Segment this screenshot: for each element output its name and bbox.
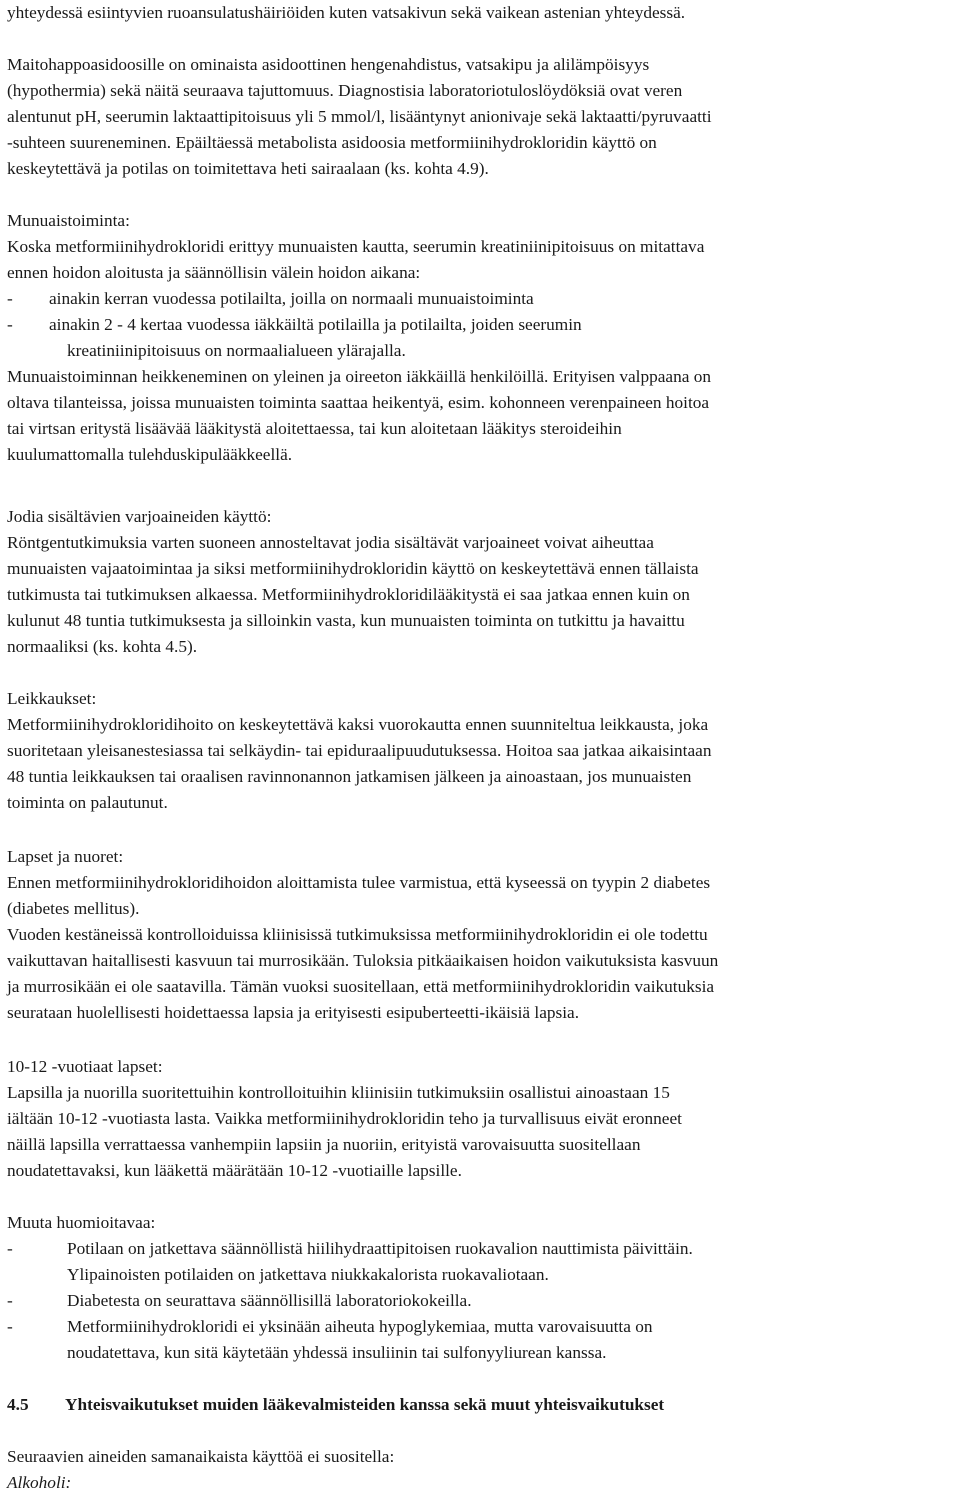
- text-line: oltava tilanteissa, joissa munuaisten toiminta saattaa heikentyä, esim. kohonneen verenpaineen hoitoa: [7, 393, 710, 412]
- text-line: keskeytettävä ja potilas on toimitettava heti sairaalaan (ks. kohta 4.9).: [7, 159, 489, 178]
- text-line: Maitohappoasidoosille on ominaista asidoottinen hengenahdistus, vatsakipu ja alilämpöisyys: [7, 55, 650, 74]
- text-line: Lapsilla ja nuorilla suoritettuihin kontrolloituihin kliinisiin tutkimuksiin osallistui ainoastaan 15: [7, 1083, 670, 1102]
- text-line: Vuoden kestäneissä kontrolloiduissa kliinisissä tutkimuksissa metformiinihydrokloridin ei ole todettu: [7, 925, 708, 944]
- text-line: -suhteen suureneminen. Epäiltäessä metabolista asidoosia metformiinihydrokloridin käyttö on: [7, 133, 657, 152]
- list-bullet: -: [7, 289, 13, 308]
- list-bullet: -: [7, 1317, 13, 1336]
- text-line: vaikuttavan haitallisesti kasvuun tai murrosikään. Tuloksia pitkäaikaisen hoidon vaikutuksista kasvuun: [7, 951, 719, 970]
- text-line: Munuaistoiminnan heikkeneminen on yleinen ja oireeton iäkkäillä henkilöillä. Erityisen valppaana on: [7, 367, 712, 386]
- text-line: (hypothermia) sekä näitä seuraava tajuttomuus. Diagnostisia laboratoriotuloslöydöksiä ovat veren: [7, 81, 683, 100]
- list-item-continuation: kreatiniinipitoisuus on normaalialueen ylärajalla.: [67, 341, 406, 360]
- text-line: näillä lapsilla verrattaessa vanhempiin lapsiin ja nuoriin, erityistä varovaisuutta suositellaan: [7, 1135, 641, 1154]
- subsection-title: Munuaistoiminta:: [7, 211, 130, 230]
- subsection-title: Jodia sisältävien varjoaineiden käyttö:: [7, 507, 272, 526]
- text-line: Seuraavien aineiden samanaikaista käyttöä ei suositella:: [7, 1447, 395, 1466]
- section-heading: [7, 1394, 664, 1416]
- section-title: Yhteisvaikutukset muiden lääkevalmisteiden kanssa sekä muut yhteisvaikutukset: [65, 1395, 665, 1414]
- text-line: iältään 10-12 -vuotiasta lasta. Vaikka metformiinihydrokloridin teho ja turvallisuus eivät eronneet: [7, 1109, 682, 1128]
- subsection-title: Alkoholi:: [7, 1473, 72, 1492]
- text-line: kulunut 48 tuntia tutkimuksesta ja silloinkin vasta, kun munuaisten toiminta on tutkittu ja havaittu: [7, 611, 685, 630]
- text-line: kuulumattomalla tulehduskipulääkkeellä.: [7, 445, 293, 464]
- text-line: Röntgentutkimuksia varten suoneen annosteltavat jodia sisältävät varjoaineet voivat aiheuttaa: [7, 533, 654, 552]
- text-line: (diabetes mellitus).: [7, 899, 140, 918]
- subsection-title: Muuta huomioitavaa:: [7, 1213, 156, 1232]
- text-line: ja murrosikään ei ole saatavilla. Tämän vuoksi suositellaan, että metformiinihydrokloridin vaikutuksia: [7, 977, 715, 996]
- list-bullet: -: [7, 1291, 13, 1310]
- text-line: alentunut pH, seerumin laktaattipitoisuus yli 5 mmol/l, lisääntynyt anionivaje sekä laktaatti/pyruvaatti: [7, 107, 712, 126]
- list-item: ainakin 2 - 4 kertaa vuodessa iäkkäiltä potilailla ja potilailta, joiden seerumin: [49, 315, 582, 334]
- text-line: normaaliksi (ks. kohta 4.5).: [7, 637, 198, 656]
- list-item-continuation: noudatettava, kun sitä käytetään yhdessä insuliinin tai sulfonyyliurean kanssa.: [67, 1343, 607, 1362]
- text-line: noudatettavaksi, kun lääkettä määrätään 10-12 -vuotiaille lapsille.: [7, 1161, 462, 1180]
- text-line: ennen hoidon aloitusta ja säännöllisin välein hoidon aikana:: [7, 263, 421, 282]
- list-item: Potilaan on jatkettava säännöllistä hiilihydraattipitoisen ruokavalion nauttimista päivittäin.: [67, 1239, 693, 1258]
- text-line: suoritetaan yleisanestesiassa tai selkäydin- tai epiduraalipuudutuksessa. Hoitoa saa jatkaa aikaisintaan: [7, 741, 712, 760]
- text-line: Ennen metformiinihydrokloridihoidon aloittamista tulee varmistua, että kyseessä on tyypin 2 diabetes: [7, 873, 711, 892]
- list-item-continuation: Ylipainoisten potilaiden on jatkettava niukkakalorista ruokavaliotaan.: [67, 1265, 549, 1284]
- text-line: 48 tuntia leikkauksen tai oraalisen ravinnonannon jatkamisen jälkeen ja ainoastaan, jos munuaisten: [7, 767, 692, 786]
- text-line: tutkimusta tai tutkimuksen alkaessa. Metformiinihydrokloridilääkitystä ei saa jatkaa ennen kuin on: [7, 585, 690, 604]
- text-line: Koska metformiinihydrokloridi erittyy munuaisten kautta, seerumin kreatiniinipitoisuus on mitattava: [7, 237, 705, 256]
- subsection-title: Leikkaukset:: [7, 689, 97, 708]
- text-line: munuaisten vajaatoimintaa ja siksi metformiinihydrokloridin käyttö on keskeytettävä ennen tällaista: [7, 559, 699, 578]
- text-line: Metformiinihydrokloridihoito on keskeytettävä kaksi vuorokautta ennen suunniteltua leikkausta, joka: [7, 715, 709, 734]
- text-line: toiminta on palautunut.: [7, 793, 168, 812]
- subsection-title: 10-12 -vuotiaat lapset:: [7, 1057, 163, 1076]
- list-item: Metformiinihydrokloridi ei yksinään aiheuta hypoglykemiaa, mutta varovaisuutta on: [67, 1317, 653, 1336]
- text-line: seurataan huolellisesti hoidettaessa lapsia ja erityisesti esipuberteetti-ikäisiä lapsia.: [7, 1003, 580, 1022]
- list-bullet: -: [7, 315, 13, 334]
- list-item: Diabetesta on seurattava säännöllisillä laboratoriokokeilla.: [67, 1291, 472, 1310]
- text-line: yhteydessä esiintyvien ruoansulatushäiriöiden kuten vatsakivun sekä vaikean astenian yhteydessä.: [7, 3, 686, 22]
- subsection-title: Lapset ja nuoret:: [7, 847, 124, 866]
- list-item: ainakin kerran vuodessa potilailta, joilla on normaali munuaistoiminta: [49, 289, 534, 308]
- text-line: tai virtsan eritystä lisäävää lääkitystä aloitettaessa, tai kun aloitetaan lääkitys steroideihin: [7, 419, 622, 438]
- section-number: 4.5: [7, 1395, 29, 1414]
- list-bullet: -: [7, 1239, 13, 1258]
